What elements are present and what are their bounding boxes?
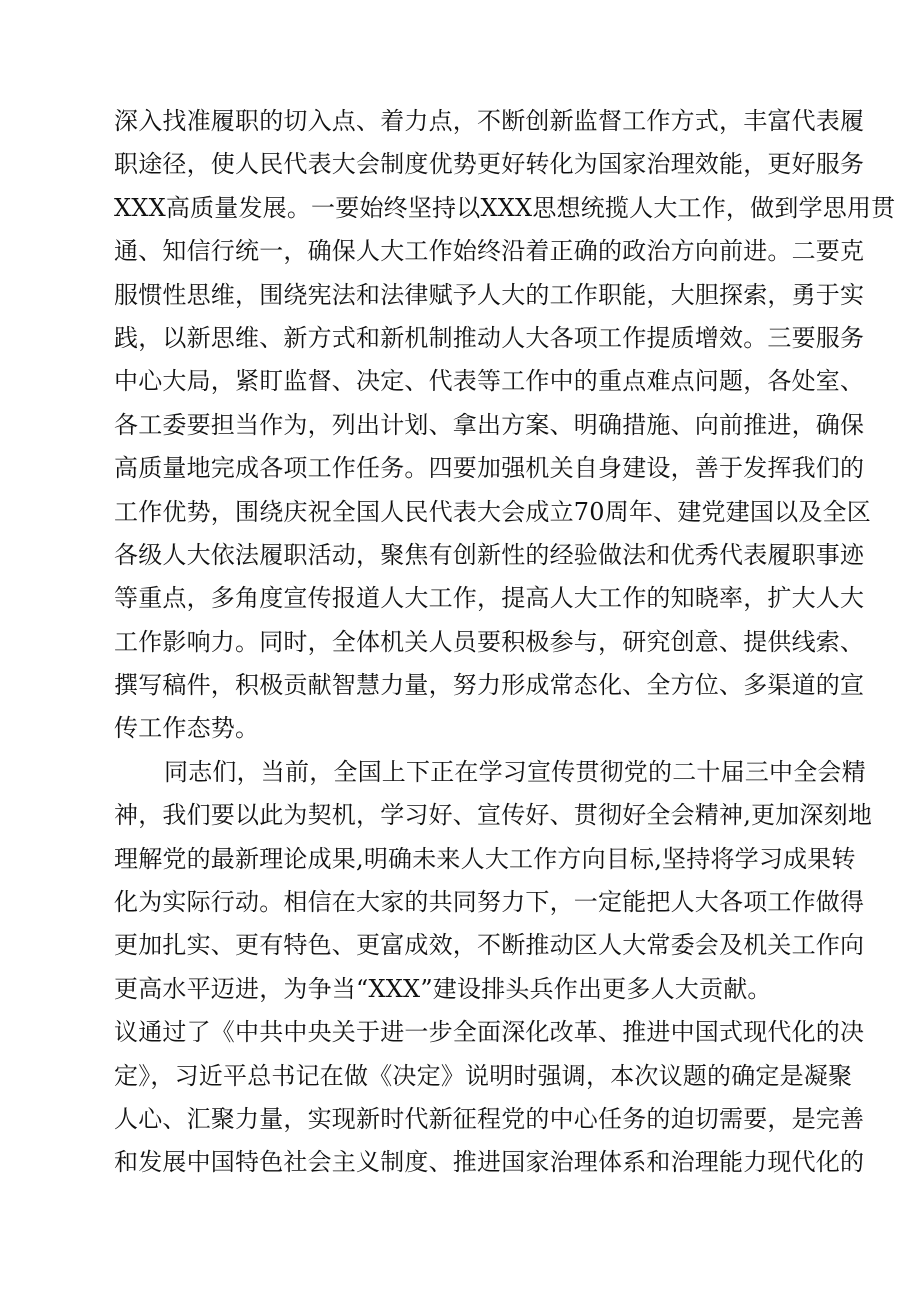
text-line: 工作影响力。同时，全体机关人员要积极参与，研究创意、提供线索、	[114, 627, 865, 656]
text-line: 深入找准履职的切入点、着力点，不断创新监督工作方式，丰富代表履	[114, 107, 865, 135]
text-line: 神，我们要以此为契机，学习好、宣传好、贯彻好全会精神,更加深刻地	[114, 801, 873, 830]
text-line: 践，以新思维、新方式和新机制推动人大各项工作提质增效。三要服务	[114, 323, 865, 352]
text-line: XXX高质量发展。一要始终坚持以XXX思想统揽人大工作，做到学思用贯	[114, 193, 896, 222]
text-line: 理解党的最新理论成果,明确未来人大工作方向目标,坚持将学习成果转	[114, 844, 856, 873]
text-line: 等重点，多角度宣传报道人大工作，提高人大工作的知晓率，扩大人大	[114, 584, 865, 613]
text-line: 化为实际行动。相信在大家的共同努力下，一定能把人大各项工作做得	[114, 888, 865, 917]
text-line: 高质量地完成各项工作任务。四要加强机关自身建设，善于发挥我们的	[114, 454, 865, 483]
text-line: 工作优势，围绕庆祝全国人民代表大会成立70周年、建党建国以及全区	[114, 497, 871, 526]
text-line: 议通过了《中共中央关于进一步全面深化改革、推进中国式现代化的决	[114, 1018, 865, 1047]
text-line: 职途径，使人民代表大会制度优势更好转化为国家治理效能，更好服务	[114, 150, 865, 179]
text-line: 各工委要担当作为，列出计划、拿出方案、明确措施、向前推进，确保	[114, 410, 865, 439]
text-line: 各级人大依法履职活动，聚焦有创新性的经验做法和优秀代表履职事迹	[114, 540, 865, 569]
text-line: 更加扎实、更有特色、更富成效，不断推动区人大常委会及机关工作向	[114, 931, 865, 960]
paragraph-first-line: 同志们，当前，全国上下正在学习宣传贯彻党的二十届三中全会精	[164, 757, 866, 786]
text-line: 中心大局，紧盯监督、决定、代表等工作中的重点难点问题，各处室、	[114, 367, 865, 396]
text-line: 传工作态势。	[114, 714, 260, 743]
text-line: 通、知信行统一，确保人大工作始终沿着正确的政治方向前进。二要克	[114, 237, 865, 266]
text-line: 和发展中国特色社会主义制度、推进国家治理体系和治理能力现代化的	[114, 1148, 865, 1177]
body-text	[114, 100, 896, 1185]
text-line: 撰写稿件，积极贡献智慧力量，努力形成常态化、全方位、多渠道的宣	[114, 671, 865, 700]
text-line: 定》，习近平总书记在做《决定》说明时强调，本次议题的确定是凝聚	[114, 1061, 853, 1090]
text-line: 更高水平迈进，为争当“XXX”建设排头兵作出更多人大贡献。	[114, 974, 772, 1003]
text-line: 人心、汇聚力量，实现新时代新征程党的中心任务的迫切需要，是完善	[114, 1104, 865, 1133]
text-line: 服惯性思维，围绕宪法和法律赋予人大的工作职能，大胆探索，勇于实	[114, 280, 865, 309]
